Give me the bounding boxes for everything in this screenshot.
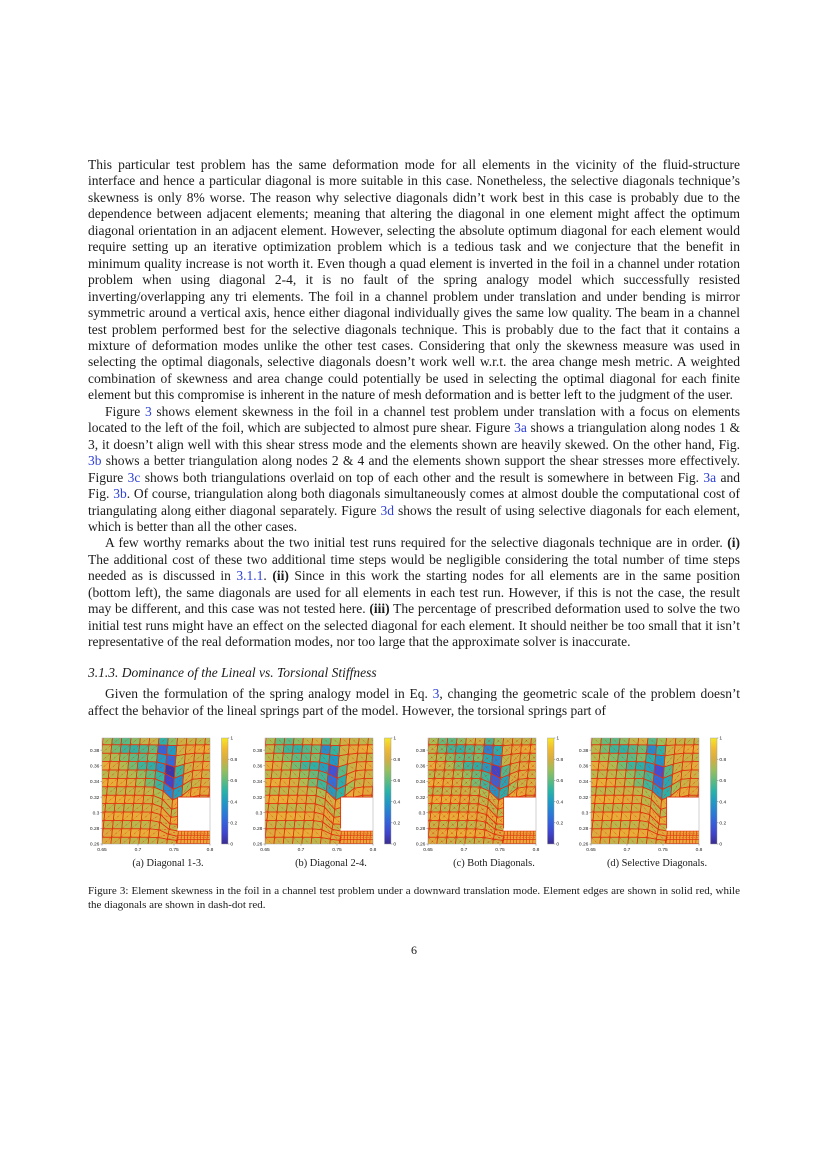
subplot-caption: (a) Diagonal 1-3. [132, 857, 204, 869]
svg-text:0.2: 0.2 [393, 821, 401, 827]
svg-text:1: 1 [719, 736, 723, 742]
svg-text:0.26: 0.26 [415, 842, 426, 848]
svg-text:0.36: 0.36 [578, 764, 589, 770]
svg-text:0.6: 0.6 [556, 779, 564, 785]
subplot-c [414, 735, 577, 869]
svg-text:0.3: 0.3 [92, 811, 100, 817]
y-axis [579, 748, 591, 848]
svg-text:0.36: 0.36 [89, 764, 100, 770]
svg-text:0.4: 0.4 [230, 800, 238, 806]
link-reference[interactable]: 3a [514, 420, 527, 436]
figure-3 [88, 735, 740, 913]
svg-text:0.65: 0.65 [260, 847, 270, 853]
text-column [88, 157, 740, 958]
subplot-caption: (c) Both Diagonals. [453, 857, 535, 869]
svg-text:0.34: 0.34 [252, 780, 263, 786]
y-axis [90, 748, 102, 848]
svg-text:0.65: 0.65 [423, 847, 433, 853]
text-segment: . [263, 568, 273, 584]
svg-text:0.8: 0.8 [393, 757, 401, 763]
text-segment: Since in this work the starting nodes for all elements are in the same position (bottom left), the same diagonals are used for all elements in each test run. However, if this is not the case, the result may be different, and this case was not tested here. [88, 568, 740, 617]
page-number: 6 [411, 942, 417, 957]
text-segment: shows element skewness in the foil in a channel test problem under translation with a focus on elements located to the left of the foil, which are subjected to almost pure shear. Figure [88, 403, 740, 436]
svg-text:0.8: 0.8 [556, 757, 564, 763]
subplot-caption: (b) Diagonal 2-4. [295, 857, 367, 869]
svg-text:0.6: 0.6 [719, 779, 727, 785]
subplot-b [251, 735, 414, 869]
svg-text:0.38: 0.38 [578, 748, 589, 754]
text-segment: shows a triangulation along nodes 1 & 3, it doesn’t align well with this shear stress mode and the elements shown are heavily skewed. On the other hand, Fig. [88, 420, 740, 452]
x-axis [97, 844, 213, 853]
foil-rectangle [667, 797, 699, 831]
y-axis [253, 748, 265, 848]
svg-text:0.75: 0.75 [332, 847, 342, 853]
svg-text:0: 0 [230, 842, 234, 848]
svg-text:0.8: 0.8 [695, 847, 703, 853]
text-segment: . Of course, triangulation along both diagonals simultaneously comes at almost double the computational cost of triangulating along either diagonal separately. Figure [88, 486, 740, 518]
x-axis [423, 844, 539, 853]
bold-text: (i) [727, 535, 740, 551]
svg-text:0.2: 0.2 [230, 821, 238, 827]
svg-text:0.28: 0.28 [415, 827, 426, 833]
svg-text:0.75: 0.75 [658, 847, 668, 853]
bold-text: (iii) [369, 601, 390, 617]
svg-text:0.7: 0.7 [297, 847, 305, 853]
link-reference[interactable]: 3c [127, 469, 141, 485]
svg-text:0: 0 [719, 842, 723, 848]
colorbar [385, 736, 401, 848]
x-axis [260, 844, 376, 853]
text-segment: The percentage of prescribed deformation used to solve the two initial test runs might have an effect on the selected diagonal for each element. It should neither be too small that it isn’t representative of the real deformation modes, nor too large that the approximate solver is inaccurate. [88, 601, 740, 650]
svg-text:0.65: 0.65 [586, 847, 596, 853]
bold-text: (ii) [272, 568, 289, 584]
svg-text:0.4: 0.4 [556, 800, 564, 806]
svg-text:0.4: 0.4 [393, 800, 401, 806]
paragraph [88, 535, 740, 650]
svg-text:0.8: 0.8 [206, 847, 214, 853]
svg-text:0.7: 0.7 [134, 847, 142, 853]
text-segment: and Fig. [88, 469, 740, 502]
svg-text:0.65: 0.65 [97, 847, 107, 853]
text-segment: Given the formulation of the spring analogy model in Eq. [105, 686, 433, 702]
foil-rectangle [341, 797, 373, 831]
svg-text:0.2: 0.2 [556, 821, 564, 827]
text-segment: This particular test problem has the same deformation mode for all elements in the vicinity of the fluid-structure interface and hence a particular diagonal is more suitable in this case. Nonetheless, the selective diagonals technique’s skewness is only 8% worse. The reason why selective diagonals didn’t work best in this case is probably due to the dependence between adjacent elements; meaning that altering the diagonal in one element might affect the optimum diagonal orientation in an adjacent element. However, selecting the absolute optimum diagonal for each element would require setting up an iterative optimization problem which is a tedious task and we conjecture that the benefit in minimum quality increase is not worth it. Even though a quad element is inverted in the foil in a channel under rotation problem when using diagonal 2-4, it is no fault of the spring analogy model which successfully resisted inverting/overlapping any tri elements. The foil in a channel problem under translation and under bending is mirror symmetric around a vertical axis, hence either diagonal individually gives the same low quality. The beam in a channel test problem performed best for the selective diagonals technique. This is probably due to the fact that it contains a mixture of deformation modes unlike the other test cases. Considering that only the skewness measure was used in selecting the optimal diagonals, selective diagonals doesn’t work well w.r.t. the area change mesh metric. A weighted combination of skewness and area change could potentially be used in selecting the optimal diagonal for each finite element but this compromise is inherent in the nature of mesh deformation and is better left to the judgment of the user. [88, 157, 740, 403]
colorbar [548, 736, 564, 848]
svg-text:0.7: 0.7 [460, 847, 468, 853]
svg-text:0.28: 0.28 [252, 827, 263, 833]
svg-text:0.4: 0.4 [719, 800, 727, 806]
svg-text:0.26: 0.26 [578, 842, 589, 848]
mesh-plot-c [414, 735, 574, 855]
svg-text:0.36: 0.36 [415, 764, 426, 770]
figure-caption: Figure 3: Element skewness in the foil in a channel test problem under a downward translation mode. Element edges are shown in solid red, while the diagonals are shown in dash-dot red. [88, 884, 740, 911]
svg-text:0.6: 0.6 [393, 779, 401, 785]
foil-rectangle [178, 797, 210, 831]
svg-text:0.8: 0.8 [369, 847, 377, 853]
svg-text:1: 1 [230, 736, 234, 742]
svg-text:0.28: 0.28 [89, 827, 100, 833]
svg-text:0.8: 0.8 [230, 757, 238, 763]
colorbar [222, 736, 238, 848]
svg-text:0.36: 0.36 [252, 764, 263, 770]
svg-text:0.75: 0.75 [169, 847, 179, 853]
svg-text:0.26: 0.26 [89, 842, 100, 848]
y-axis [416, 748, 428, 848]
link-reference[interactable]: 3 [432, 686, 440, 702]
mesh-plot-a [88, 735, 248, 855]
link-reference[interactable]: 3b [88, 453, 102, 469]
text-segment: shows both triangulations overlaid on top of each other and the result is somewhere in between Fig. [140, 469, 704, 485]
text-segment: Figure [105, 403, 145, 419]
svg-text:0.34: 0.34 [89, 780, 100, 786]
link-reference[interactable]: 3 [144, 403, 152, 419]
mesh-plot-b [251, 735, 411, 855]
paragraph [88, 404, 740, 536]
svg-text:0.38: 0.38 [89, 748, 100, 754]
text-segment: The additional cost of these two additional time steps would be negligible considering the total number of time steps needed as is discussed in [88, 551, 740, 584]
text-segment: shows the result of using selective diagonals for each element, which is better than all the other cases. [88, 502, 741, 534]
svg-text:0.3: 0.3 [255, 811, 263, 817]
svg-text:0.3: 0.3 [581, 811, 589, 817]
svg-text:0.75: 0.75 [495, 847, 505, 853]
svg-text:0.32: 0.32 [578, 795, 589, 801]
link-reference[interactable]: 3b [113, 486, 127, 502]
svg-text:0.34: 0.34 [415, 780, 426, 786]
svg-text:0.2: 0.2 [719, 821, 727, 827]
svg-text:0.26: 0.26 [252, 842, 263, 848]
text-segment: , changing the geometric scale of the problem doesn’t affect the behavior of the lineal springs part of the model. However, the torsional springs part of [88, 686, 740, 718]
svg-text:0.3: 0.3 [418, 811, 426, 817]
subplot-row [88, 735, 740, 869]
subplot-caption: (d) Selective Diagonals. [606, 857, 708, 869]
svg-text:0.7: 0.7 [623, 847, 631, 853]
section-heading: 3.1.3. Dominance of the Lineal vs. Torsional Stiffness [88, 664, 377, 680]
svg-text:0.32: 0.32 [89, 795, 100, 801]
mesh-plot-d [577, 735, 737, 855]
paragraph [88, 157, 740, 404]
svg-text:0.8: 0.8 [532, 847, 540, 853]
colorbar [711, 736, 727, 848]
text-segment: A few worthy remarks about the two initial test runs required for the selective diagonals technique are in order. [105, 535, 728, 551]
svg-text:1: 1 [393, 736, 397, 742]
svg-text:0.6: 0.6 [230, 779, 238, 785]
svg-text:0.28: 0.28 [578, 827, 589, 833]
link-reference[interactable]: 3d [380, 502, 394, 518]
x-axis [586, 844, 702, 853]
svg-text:0.38: 0.38 [252, 748, 263, 754]
svg-text:0.32: 0.32 [415, 795, 426, 801]
paragraph [88, 686, 740, 719]
svg-text:0.34: 0.34 [578, 780, 589, 786]
svg-text:0: 0 [393, 842, 397, 848]
svg-text:1: 1 [556, 736, 560, 742]
svg-text:0.8: 0.8 [719, 757, 727, 763]
svg-text:0.38: 0.38 [415, 748, 426, 754]
link-reference[interactable]: 3.1.1 [236, 568, 264, 584]
subplot-a [88, 735, 251, 869]
foil-rectangle [504, 797, 536, 831]
svg-text:0.32: 0.32 [252, 795, 263, 801]
link-reference[interactable]: 3a [703, 469, 717, 485]
svg-text:0: 0 [556, 842, 560, 848]
text-segment: shows a better triangulation along nodes 2 & 4 and the elements shown support the shear stresses more effectively. Figure [88, 453, 740, 485]
subplot-d [577, 735, 740, 869]
